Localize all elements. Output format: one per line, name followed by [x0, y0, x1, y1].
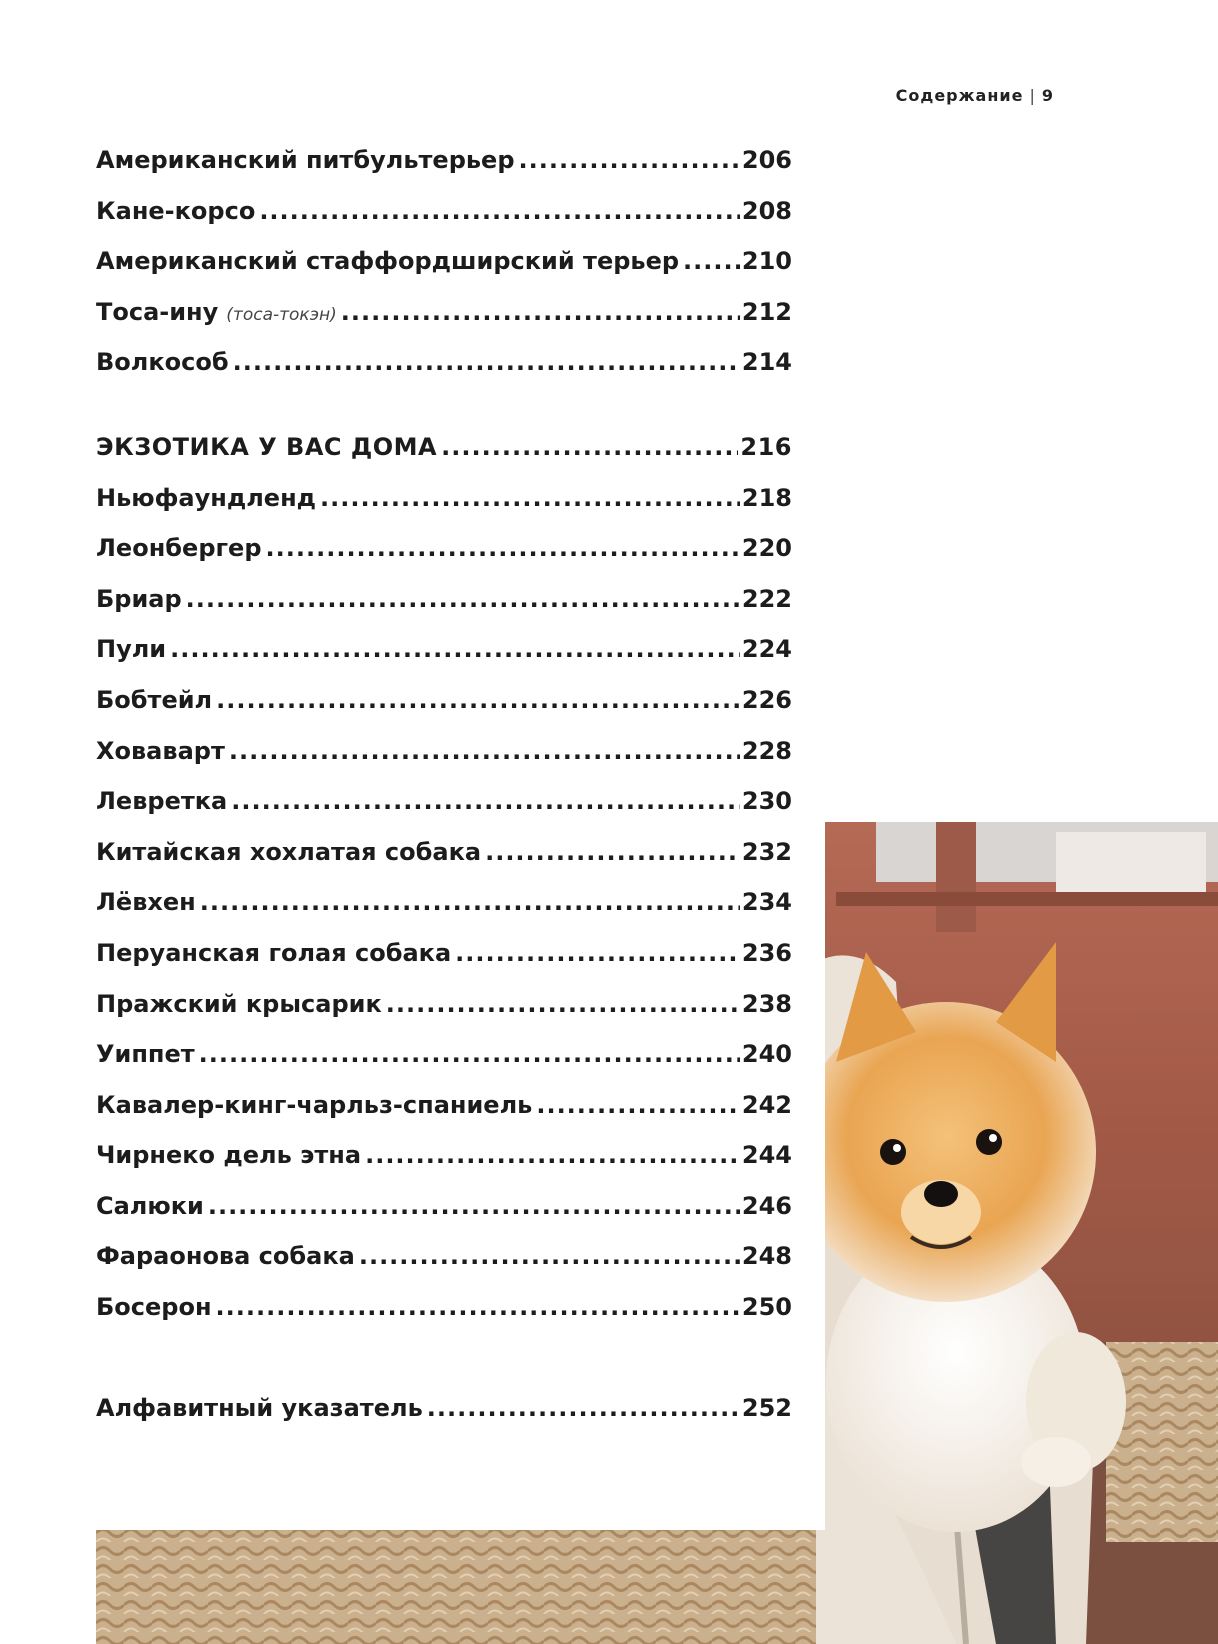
toc-leader-dots: [216, 1293, 740, 1321]
toc-entry[interactable]: [96, 939, 792, 990]
toc-leader-dots: [266, 534, 740, 562]
toc-leader-dots: [186, 585, 740, 613]
toc-entry[interactable]: [96, 1242, 792, 1293]
page-number: 9: [1041, 86, 1054, 105]
toc-entry-page: 230: [741, 787, 792, 816]
toc-entry-page: 246: [741, 1191, 792, 1220]
toc-section-heading[interactable]: [96, 433, 792, 484]
toc-section-title: ЭКЗОТИКА У ВАС ДОМА: [96, 432, 438, 461]
toc-leader-dots: [259, 197, 740, 225]
toc-entry[interactable]: [96, 1091, 792, 1142]
toc-entry[interactable]: [96, 888, 792, 939]
toc-entry[interactable]: [96, 585, 792, 636]
toc-entry-title: Лёвхен: [96, 888, 196, 917]
toc-entry-page: 248: [741, 1242, 792, 1271]
toc-entry-title: Перуанская голая собака: [96, 938, 452, 967]
toc-entry[interactable]: [96, 838, 792, 889]
toc-entry[interactable]: [96, 197, 792, 248]
toc-entry-page: 240: [741, 1040, 792, 1069]
toc-entry[interactable]: [96, 1141, 792, 1192]
toc-entry[interactable]: [96, 990, 792, 1041]
toc-leader-dots: [386, 990, 740, 1018]
toc-entry-title: Фараонова собака: [96, 1242, 355, 1271]
toc-leader-dots: [341, 298, 740, 326]
toc-leader-dots: [170, 635, 740, 663]
toc-entry-title: Кане-корсо: [96, 196, 256, 225]
toc-entry-page: 208: [741, 196, 792, 225]
toc-entry-title: Уиппет: [96, 1040, 195, 1069]
toc-entry-page: 244: [741, 1141, 792, 1170]
toc-entry-subtitle: (тоса-токэн): [226, 304, 337, 325]
toc-entry-title: Китайская хохлатая собака: [96, 837, 482, 866]
toc-leader-dots: [359, 1242, 740, 1270]
toc-entry-title: Бобтейл: [96, 685, 213, 714]
spacer: [96, 1344, 792, 1394]
toc-entry[interactable]: [96, 298, 792, 349]
toc-leader-dots: [199, 1040, 740, 1068]
toc-leader-dots: [231, 787, 740, 815]
toc-entry-title: Американский стаффордширский терьер: [96, 247, 680, 276]
toc-leader-dots: [455, 939, 740, 967]
toc-entry-page: 236: [741, 938, 792, 967]
header-separator: |: [1029, 86, 1036, 105]
toc-entry[interactable]: [96, 737, 792, 788]
toc-entry-page: 242: [741, 1090, 792, 1119]
toc-section-page: 216: [740, 432, 792, 461]
section-title: Содержание: [895, 86, 1024, 105]
toc-entry-page: 210: [741, 247, 792, 276]
toc-entry-page: 220: [741, 534, 792, 563]
toc-entry-page: 206: [741, 146, 792, 174]
toc-entry-title: Ховаварт: [96, 736, 225, 765]
toc-leader-dots: [683, 247, 740, 275]
toc-entry-title: Левретка: [96, 787, 228, 816]
toc-leader-dots: [485, 838, 740, 866]
toc-entry-page: 214: [741, 348, 792, 377]
toc-entry-page: 250: [741, 1293, 792, 1322]
toc-entry-page: 212: [741, 297, 792, 326]
toc-entry-title: Чирнеко дель этна: [96, 1141, 362, 1170]
toc-entry-title: Тоса-ину: [96, 297, 219, 326]
toc-index-entry[interactable]: [96, 1394, 792, 1445]
toc-entry-title: Бриар: [96, 584, 182, 613]
toc-entry[interactable]: [96, 1293, 792, 1344]
toc-entry[interactable]: [96, 635, 792, 686]
toc-entry[interactable]: [96, 146, 792, 197]
toc-entry-title: Ньюфаундленд: [96, 483, 317, 512]
toc-leader-dots: [519, 146, 740, 174]
toc-entry[interactable]: [96, 484, 792, 535]
toc-leader-dots: [208, 1192, 740, 1220]
toc-leader-dots: [536, 1091, 740, 1119]
spacer: [96, 399, 792, 433]
toc-entry-title: Американский питбультерьер: [96, 146, 515, 174]
toc-entry-page: 234: [741, 888, 792, 917]
toc-leader-dots: [320, 484, 740, 512]
toc-leader-dots: [365, 1141, 740, 1169]
toc-entry-page: 238: [741, 989, 792, 1018]
toc-leader-dots: [441, 433, 738, 461]
toc-entry[interactable]: [96, 348, 792, 399]
toc-leader-dots: [216, 686, 740, 714]
toc-entry-title: Пражский крысарик: [96, 989, 382, 1018]
toc-leader-dots: [427, 1394, 740, 1422]
running-head: [896, 86, 1054, 105]
toc-entry-page: 232: [741, 837, 792, 866]
toc-entry-page: 222: [741, 584, 792, 613]
toc-leader-dots: [200, 888, 740, 916]
toc-entry-title: Волкособ: [96, 348, 229, 377]
toc-leader-dots: [233, 348, 740, 376]
toc-entry-page: 224: [741, 635, 792, 664]
toc-entry-title: Босерон: [96, 1293, 212, 1322]
toc-entry-page: 218: [741, 483, 792, 512]
toc-entry[interactable]: [96, 787, 792, 838]
toc-entry[interactable]: [96, 247, 792, 298]
toc-entry-title: Леонбергер: [96, 534, 262, 563]
toc-entry-title: Пули: [96, 635, 167, 664]
table-of-contents: [96, 146, 792, 1444]
toc-entry-page: 226: [741, 685, 792, 714]
toc-entry-page: 228: [741, 736, 792, 765]
toc-entry[interactable]: [96, 686, 792, 737]
toc-entry[interactable]: [96, 1192, 792, 1243]
toc-leader-dots: [229, 737, 740, 765]
toc-entry-title: Салюки: [96, 1191, 204, 1220]
toc-entry-page: 252: [741, 1393, 792, 1422]
toc-entry[interactable]: [96, 1040, 792, 1091]
toc-entry-title: Алфавитный указатель: [96, 1393, 423, 1422]
toc-entry-title: Кавалер-кинг-чарльз-спаниель: [96, 1090, 533, 1119]
toc-entry[interactable]: [96, 534, 792, 585]
